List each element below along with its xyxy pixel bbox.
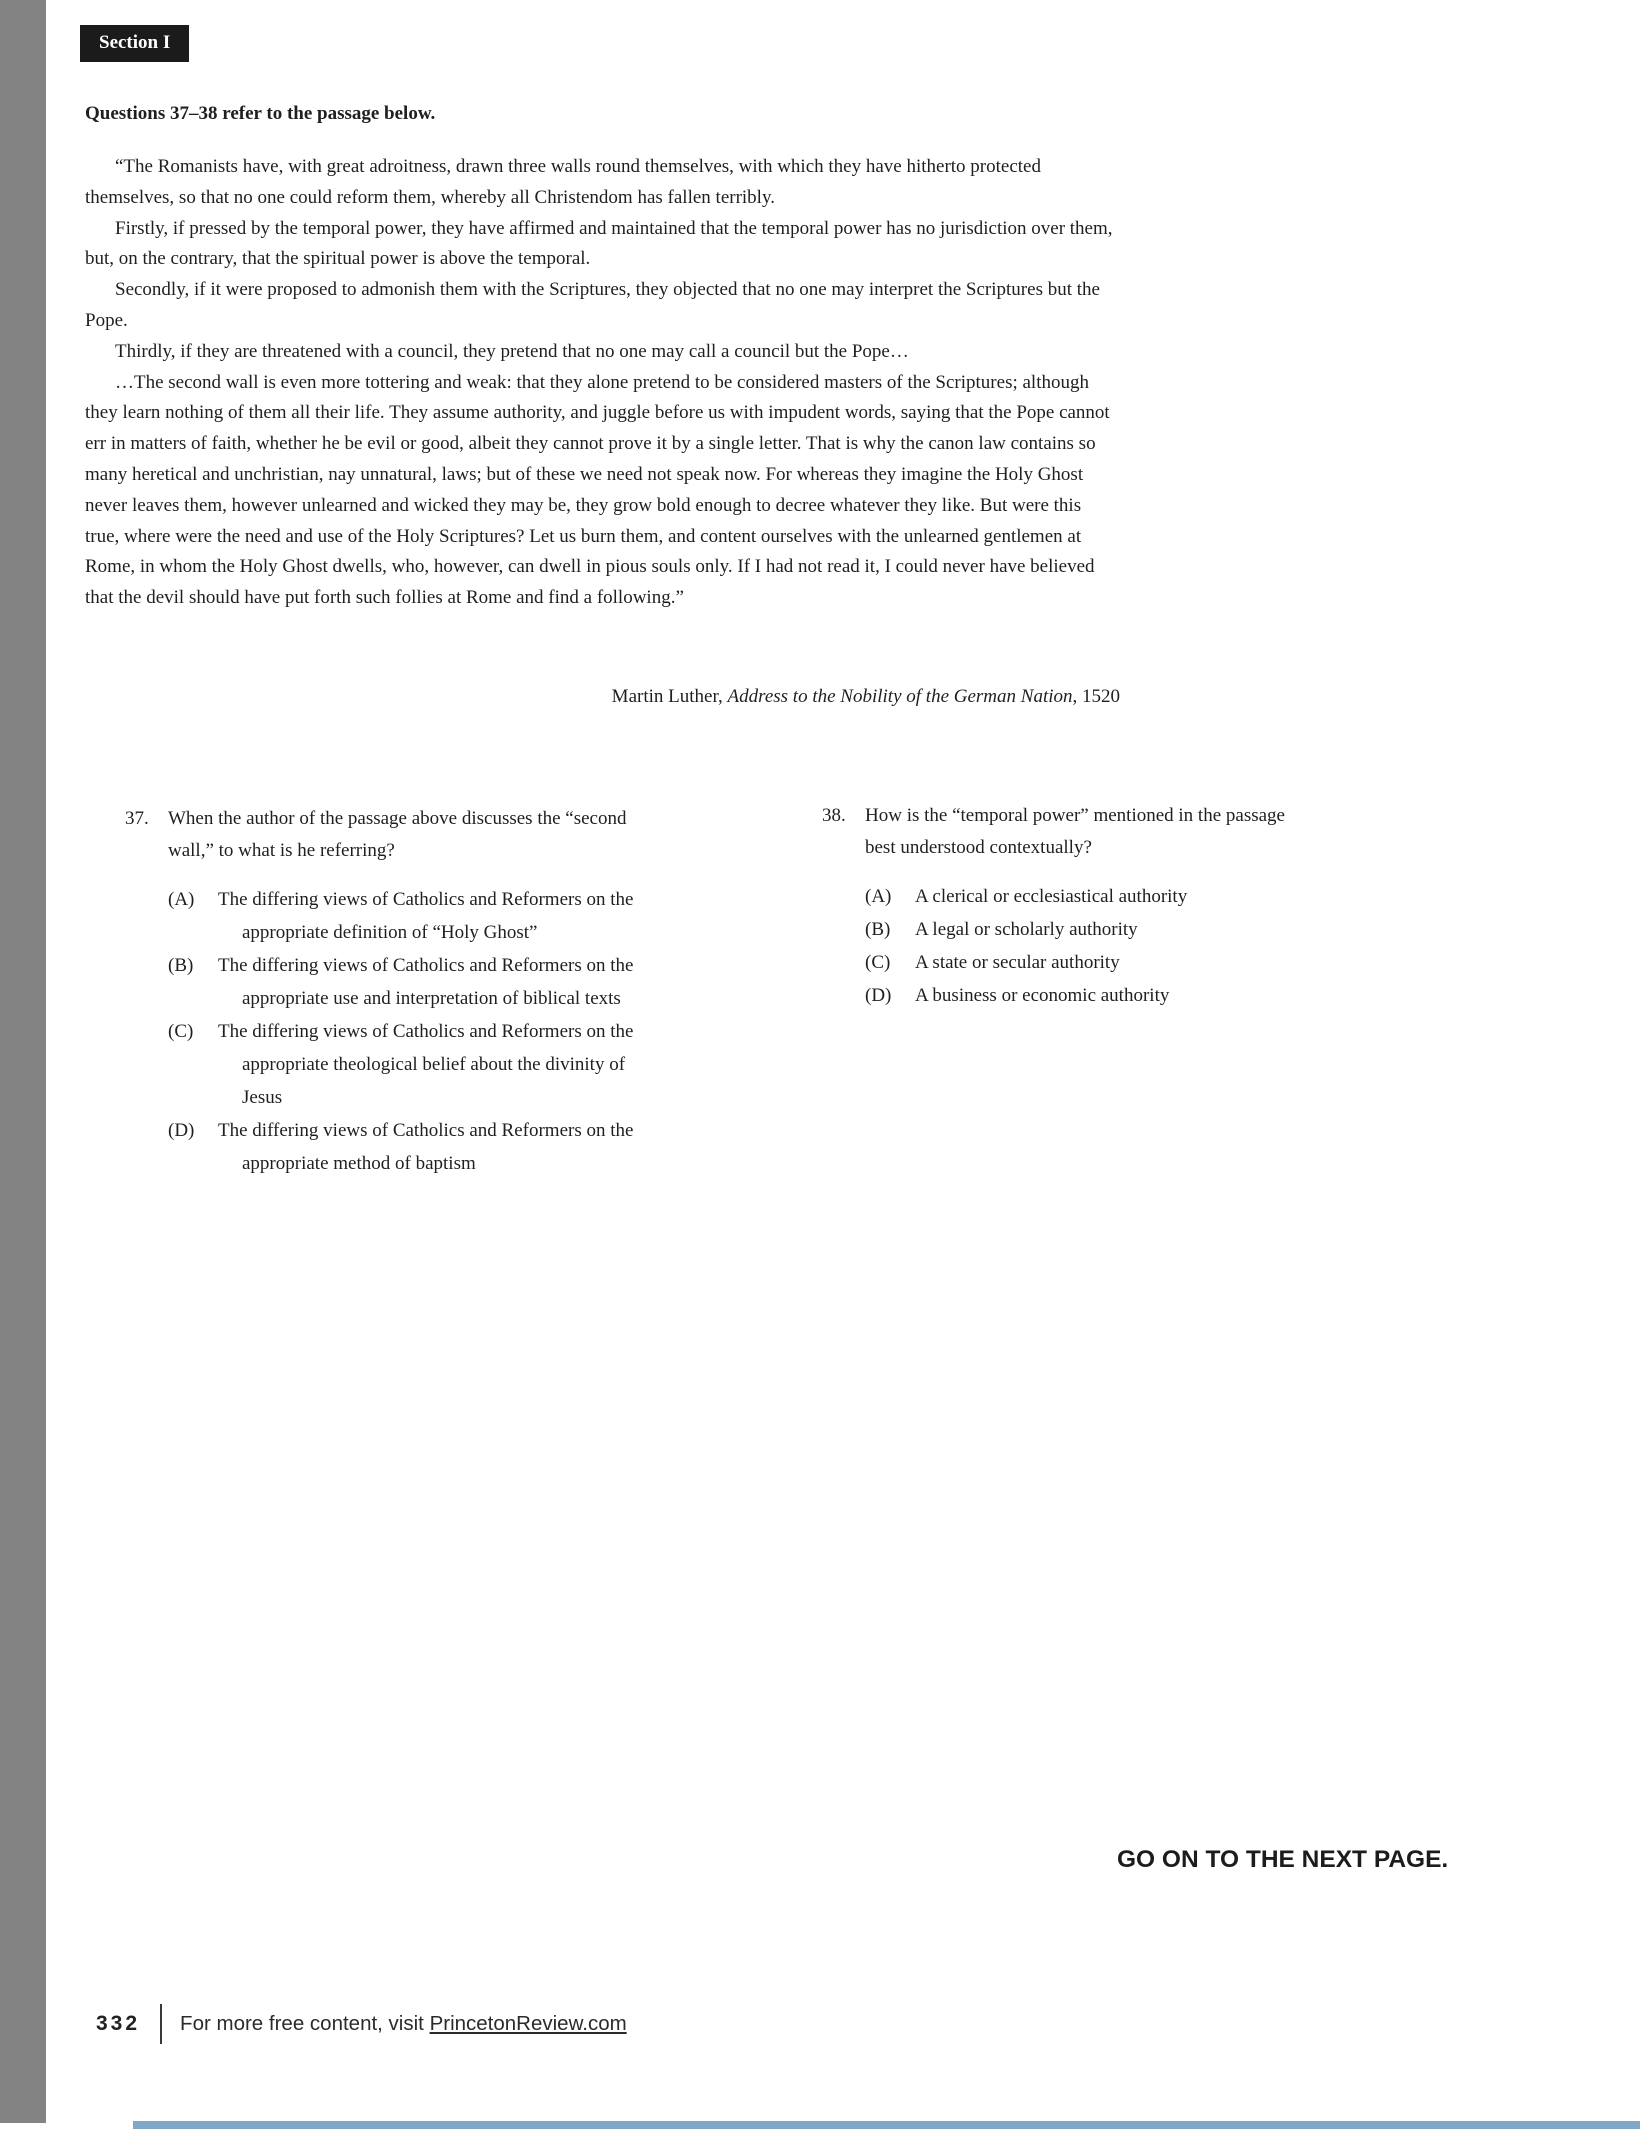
choice-row — [865, 880, 1318, 913]
choice-row — [865, 979, 1318, 1012]
choice-row — [168, 1114, 637, 1180]
question-38 — [822, 800, 1318, 1012]
choices-list — [865, 880, 1318, 1012]
footer-text: For more free content, visit — [180, 2012, 430, 2035]
choice-label: (C) — [168, 1021, 194, 1042]
passage-paragraph: …The second wall is even more tottering and weak: that they alone pretend to be considered masters of the Scriptures; although they learn nothing of them all their life. They assume authority, and juggle before us with impudent words, saying that the Pope cannot err in matters of faith, whether he be evil or good, albeit they cannot prove it by a single letter. That is why the canon law contains so many heretical and unchristian, nay unnatural, laws; but of these we need not speak now. For whereas they imagine the Holy Ghost never leaves them, however unlearned and wicked they may be, they grow bold enough to decree whatever they like. But were this true, where were the need and use of the Holy Scriptures? Let us burn them, and content ourselves with the unlearned gentlemen at Rome, in whom the Holy Ghost dwells, who, however, can dwell in pious souls only. If I had not read it, I could never have believed that the devil should have put forth such follies at Rome and find a following.” — [85, 371, 1110, 609]
passage-paragraph: Secondly, if it were proposed to admonish them with the Scriptures, they objected that no one may interpret the Scriptures but the Pope. — [85, 279, 1100, 331]
choice-label: (D) — [168, 1120, 195, 1141]
choice-label: (D) — [865, 985, 892, 1006]
page-footer — [96, 2004, 627, 2044]
page-number: 332 — [96, 2012, 141, 2035]
passage-paragraph: Firstly, if pressed by the temporal power, they have affirmed and maintained that the temporal power has no jurisdiction over them, but, on the contrary, that the spiritual power is above the temporal. — [85, 217, 1113, 270]
choice-text: A clerical or ecclesiastical authority — [915, 886, 1188, 907]
choice-row — [865, 946, 1318, 979]
question-number: 38. — [822, 805, 846, 826]
next-page-edge-strip — [133, 2121, 1640, 2129]
choices-list — [168, 883, 637, 1180]
passage-paragraph: “The Romanists have, with great adroitness, drawn three walls round themselves, with which they have hitherto protected themselves, so that no one could reform them, whereby all Christendom has fallen terribly. — [85, 156, 1041, 208]
choice-text: The differing views of Catholics and Reformers on the appropriate use and interpretation of biblical texts — [218, 955, 634, 1009]
passage-block — [85, 103, 1120, 708]
choice-label: (B) — [168, 955, 194, 976]
go-on-instruction: GO ON TO THE NEXT PAGE. — [1117, 1846, 1449, 1873]
page-edge-strip — [0, 0, 46, 2123]
passage-paragraph: Thirdly, if they are threatened with a council, they pretend that no one may call a council but the Pope… — [115, 340, 909, 362]
attribution-author: Martin Luther, — [611, 685, 728, 707]
choice-label: (A) — [168, 889, 195, 910]
choice-label: (A) — [865, 886, 892, 907]
choice-row — [168, 949, 637, 1015]
choice-row — [865, 913, 1318, 946]
attribution-year: , 1520 — [1072, 685, 1120, 707]
choice-label: (B) — [865, 919, 891, 940]
footer-divider — [160, 2004, 162, 2044]
choice-text: The differing views of Catholics and Reformers on the appropriate theological belief about the divinity of Jesus — [218, 1021, 634, 1108]
choice-text: The differing views of Catholics and Reformers on the appropriate method of baptism — [218, 1120, 634, 1174]
choice-text: The differing views of Catholics and Reformers on the appropriate definition of “Holy Ghost” — [218, 889, 634, 943]
choice-label: (C) — [865, 952, 891, 973]
question-37 — [125, 803, 637, 1180]
choice-text: A legal or scholarly authority — [915, 919, 1138, 940]
question-stem: How is the “temporal power” mentioned in the passage best understood contextually? — [865, 805, 1285, 858]
choice-text: A business or economic authority — [915, 985, 1170, 1006]
attribution-title: Address to the Nobility of the German Nation — [727, 685, 1073, 707]
passage-directions: Questions 37–38 refer to the passage below. — [85, 103, 436, 124]
question-number: 37. — [125, 808, 149, 829]
passage-attribution — [85, 686, 1120, 708]
section-label: Section I — [80, 25, 189, 62]
footer-link[interactable]: PrincetonReview.com — [429, 2012, 627, 2035]
choice-row — [168, 883, 637, 949]
question-stem: When the author of the passage above discusses the “second wall,” to what is he referring? — [168, 808, 627, 861]
choice-row — [168, 1015, 637, 1114]
choice-text: A state or secular authority — [915, 952, 1120, 973]
